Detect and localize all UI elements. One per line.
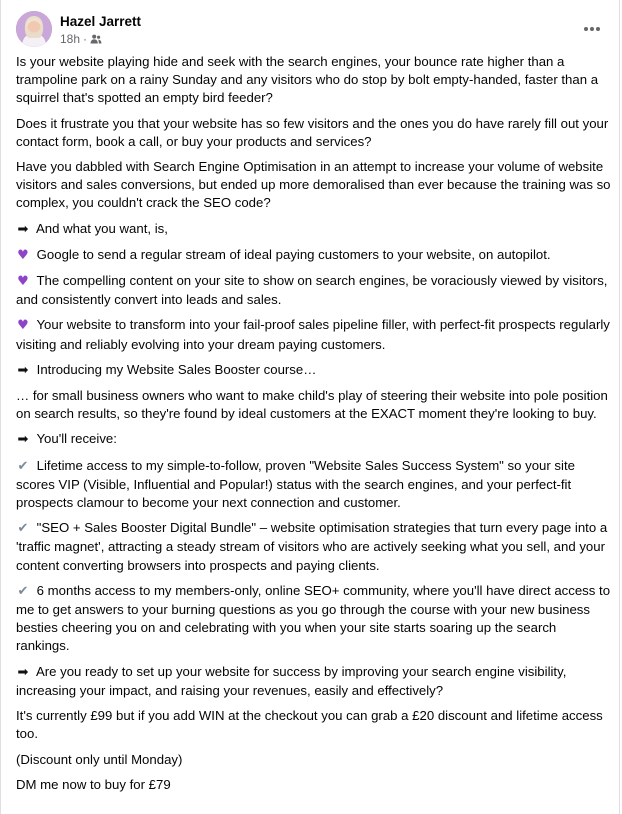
- paragraph-text: DM me now to buy for £79: [16, 776, 171, 792]
- post-body: [16, 53, 611, 801]
- arrow-right-icon: ➡: [17, 221, 29, 237]
- paragraph-text: Have you dabbled with Search Engine Optimisation in an attempt to increase your volume of website visitors and sales conversions, but ended up more demoralised than ever because the training was so complex, you couldn't crack the SEO code?: [16, 159, 611, 211]
- paragraph-text: … for small business owners who want to make child's play of steering their website into pole position on search results, so they're found by ideal customers at the EXACT moment they're looking to buy.: [16, 388, 608, 422]
- post-paragraph: [16, 457, 611, 513]
- post-paragraph: [16, 316, 611, 353]
- post-paragraph: [16, 361, 611, 380]
- paragraph-text: Lifetime access to my simple-to-follow, proven "Website Sales Success System" so your site scores VIP (Visible, Influential and Popular!) status with the search engines, and your perfect-fit prospects clamour to become your next connection and customer.: [16, 457, 575, 511]
- post-paragraph: [16, 582, 611, 656]
- paragraph-text: You'll receive:: [36, 431, 117, 447]
- post-paragraph: [16, 246, 611, 265]
- arrow-right-icon: ➡: [17, 664, 29, 680]
- paragraph-text: And what you want, is,: [35, 220, 168, 236]
- post-paragraph: [16, 776, 611, 794]
- paragraph-text: "SEO + Sales Booster Digital Bundle" – website optimisation strategies that turn every page into a 'traffic magnet', attracting a steady stream of visitors who are actively seeking what you sell, and your content converting browsers into prospects and paying clients.: [16, 520, 608, 573]
- paragraph-text: It's currently £99 but if you add WIN at the checkout you can grab a £20 discount and lifetime access too.: [16, 708, 603, 742]
- paragraph-text: Introducing my Website Sales Booster course…: [36, 361, 317, 377]
- post-paragraph: [16, 158, 611, 213]
- check-mark-icon: ✔: [17, 458, 29, 474]
- post-paragraph: [16, 220, 611, 239]
- post-paragraph: [16, 53, 611, 108]
- arrow-right-icon: ➡: [17, 362, 29, 378]
- post-paragraph: [16, 430, 611, 449]
- paragraph-text: 6 months access to my members-only, online SEO+ community, where you'll have direct access to me to get answers to your burning questions as you go through the course with your new business besties cheering you on and celebrating with you when your site starts soaring up the search rankings.: [16, 582, 611, 654]
- post-meta: [60, 32, 102, 46]
- more-horizontal-icon: [583, 26, 601, 32]
- paragraph-text: (Discount only until Monday): [16, 751, 183, 767]
- arrow-right-icon: ➡: [17, 432, 29, 448]
- check-mark-icon: ✔: [17, 583, 29, 599]
- purple-heart-icon: ♥: [17, 274, 29, 290]
- meta-separator: ·: [83, 32, 88, 46]
- paragraph-text: The compelling content on your site to show on search engines, be voraciously viewed by visitors, and consistently convert into leads and sales.: [16, 273, 608, 308]
- post-timestamp[interactable]: 18h: [60, 32, 81, 46]
- post-paragraph: [16, 663, 611, 700]
- post-paragraph: [16, 115, 611, 151]
- paragraph-text: Google to send a regular stream of ideal paying customers to your website, on autopilot.: [36, 246, 551, 262]
- purple-heart-icon: ♥: [17, 318, 29, 334]
- post-paragraph: [16, 387, 611, 423]
- check-mark-icon: ✔: [17, 521, 29, 537]
- friends-icon[interactable]: [90, 33, 102, 45]
- more-options-button[interactable]: [578, 15, 606, 43]
- paragraph-text: Your website to transform into your fail-proof sales pipeline filler, with perfect-fit prospects regularly visiting and reliably evolving into your dream paying customers.: [16, 317, 610, 352]
- post-paragraph: [16, 272, 611, 309]
- paragraph-text: Does it frustrate you that your website has so few visitors and the ones you do have rarely fill out your contact form, book a call, or buy your products and services?: [16, 115, 609, 149]
- post-paragraph: [16, 751, 611, 769]
- avatar[interactable]: [16, 11, 52, 47]
- author-name[interactable]: Hazel Jarrett: [60, 14, 142, 29]
- paragraph-text: Is your website playing hide and seek with the search engines, your bounce rate higher than a trampoline park on a rainy Sunday and any visitors who do stop by bolt empty-handed, faster than a squirrel that's spotted an empty bird feeder?: [16, 54, 599, 106]
- post-header: [16, 11, 606, 51]
- paragraph-text: Are you ready to set up your website for success by improving your search engine visibility, increasing your impact, and raising your revenues, easily and effectively?: [16, 663, 567, 698]
- post-paragraph: [16, 707, 611, 743]
- purple-heart-icon: ♥: [17, 247, 29, 263]
- post-paragraph: [16, 519, 611, 575]
